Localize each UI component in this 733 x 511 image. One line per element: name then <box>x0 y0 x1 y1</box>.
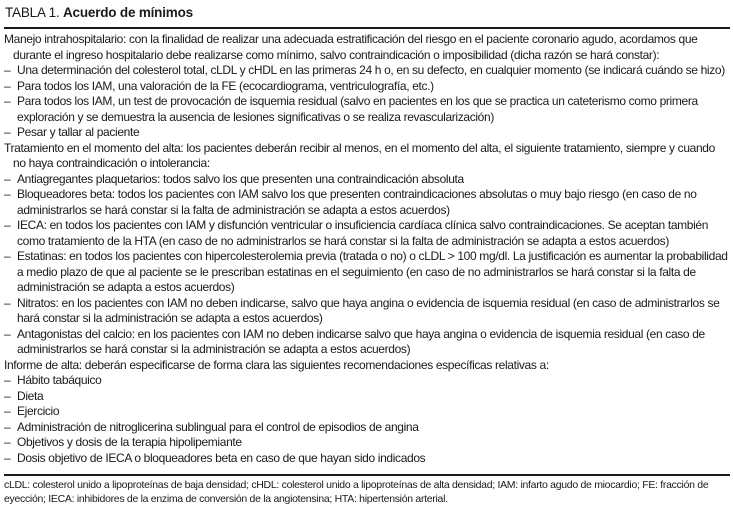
list-item-text: IECA: en todos los pacientes con IAM y disfunción ventricular o insuficiencia cardíaca clínica salvo contraindicaciones. Se aceptan también como tratamiento de la HTA (en caso de no administrarlos se hará constar si la falta de administración se adapta a estos acuerdos) <box>17 218 709 248</box>
section-heading: Tratamiento en el momento del alta: los pacientes deberán recibir al menos, en el momento del alta, el siguiente tratamiento, siempre y cuando no haya contraindicación o intolerancia: <box>4 140 715 170</box>
list-item <box>4 79 730 95</box>
list-item <box>4 389 730 405</box>
dash-bullet: – <box>4 326 11 341</box>
dash-bullet: – <box>4 404 11 418</box>
list-item <box>4 63 730 79</box>
list-item <box>4 404 730 420</box>
list-item-text: Estatinas: en todos los pacientes con hipercolesterolemia previa (tratada o no) o cLDL > 100 mg/dl. La justificación es aumentar la probabilidad a medio plazo de que al paciente se le prescriban estatinas en el seguimiento (en caso de no administrarlos se hará constar si la falta de administración se adapta a estos acuerdos) <box>17 249 728 294</box>
section-heading: Informe de alta: deberán especificarse de forma clara las siguientes recomendaciones específicas relativas a: <box>4 357 549 372</box>
section-heading: Manejo intrahospitalario: con la finalidad de realizar una adecuada estratificación del riesgo en el paciente coronario agudo, acordamos que durante el ingreso hospitalario debe realizarse como mínimo, salvo contraindicación o imposibilidad (dicha razón se hará constar): <box>4 32 698 62</box>
list-item-text: Administración de nitroglicerina sublingual para el control de episodios de angina <box>17 419 419 434</box>
table-title <box>4 4 730 25</box>
list-item <box>4 435 730 451</box>
list-item <box>4 172 730 188</box>
list-item-text: Antiagregantes plaquetarios: todos salvo los que presenten una contraindicación absoluta <box>17 171 464 186</box>
list-item <box>4 451 730 467</box>
dash-bullet: – <box>4 187 11 201</box>
list-item-text: Dieta <box>17 388 44 403</box>
list-item-text: Ejercicio <box>17 404 60 418</box>
dash-bullet: – <box>4 78 11 93</box>
dash-bullet: – <box>4 125 11 139</box>
list-item-text: Hábito tabáquico <box>17 373 102 387</box>
list-item-text: Nitratos: en los pacientes con IAM no deben indicarse, salvo que haya angina o evidencia de isquemia residual (en caso de administrarlos se hará constar si la administración se adapta a estos acuerdos) <box>17 295 720 325</box>
dash-bullet: – <box>4 249 11 263</box>
list-item <box>4 249 730 296</box>
list-item-text: Dosis objetivo de IECA o bloqueadores beta en caso de que hayan sido indicados <box>17 450 426 465</box>
list-item-text: Objetivos y dosis de la terapia hipolipemiante <box>17 435 242 449</box>
list-item-text: Para todos los IAM, un test de provocación de isquemia residual (salvo en pacientes en los que se practica un cateterismo como primera exploración y se demuestra la ausencia de lesiones significativas o se realiza revascularización) <box>17 94 698 124</box>
table-document <box>4 4 730 506</box>
dash-bullet: – <box>4 388 11 403</box>
dash-bullet: – <box>4 63 11 77</box>
list-item <box>4 420 730 436</box>
list-item-text: Antagonistas del calcio: en los pacientes con IAM no deben indicarse salvo que haya angina o evidencia de isquemia residual (en caso de administrarlos se hará constar si la administración se adapta a estos acuerdos) <box>17 326 705 356</box>
dash-bullet: – <box>4 435 11 449</box>
list-item <box>4 296 730 327</box>
dash-bullet: – <box>4 450 11 465</box>
list-item <box>4 125 730 141</box>
list-item <box>4 187 730 218</box>
list-item-text: Una determinación del colesterol total, cLDL y cHDL en las primeras 24 h o, en su defecto, en cualquier momento (se indicará cuándo se hizo) <box>17 63 725 77</box>
table-label: TABLA 1. <box>5 5 60 20</box>
list-item <box>4 327 730 358</box>
dash-bullet: – <box>4 171 11 186</box>
dash-bullet: – <box>4 218 11 232</box>
list-item <box>4 373 730 389</box>
dash-bullet: – <box>4 373 11 387</box>
dash-bullet: – <box>4 94 11 108</box>
list-item-text: Pesar y tallar al paciente <box>17 125 140 139</box>
table-body <box>4 29 730 466</box>
list-item <box>4 218 730 249</box>
list-item-text: Bloqueadores beta: todos los pacientes con IAM salvo los que presenten contraindicaciones absolutas o muy bajo riesgo (en caso de no administrarlos se hará constar si la falta de administración se adapta a estos acuerdos) <box>17 187 697 217</box>
dash-bullet: – <box>4 295 11 310</box>
table-caption: Acuerdo de mínimos <box>63 5 193 20</box>
footnote: cLDL: colesterol unido a lipoproteínas de baja densidad; cHDL: colesterol unido a lipoproteínas de alta densidad; IAM: infarto agudo de miocardio; FE: fracción de eyección; IECA: inhibidores de la enzima de conversión de la angiotensina; HTA: hipertensión arterial. <box>4 479 709 505</box>
list-item-text: Para todos los IAM, una valoración de la FE (ecocardiograma, ventriculografía, etc.) <box>17 78 434 93</box>
list-item <box>4 94 730 125</box>
dash-bullet: – <box>4 419 11 434</box>
